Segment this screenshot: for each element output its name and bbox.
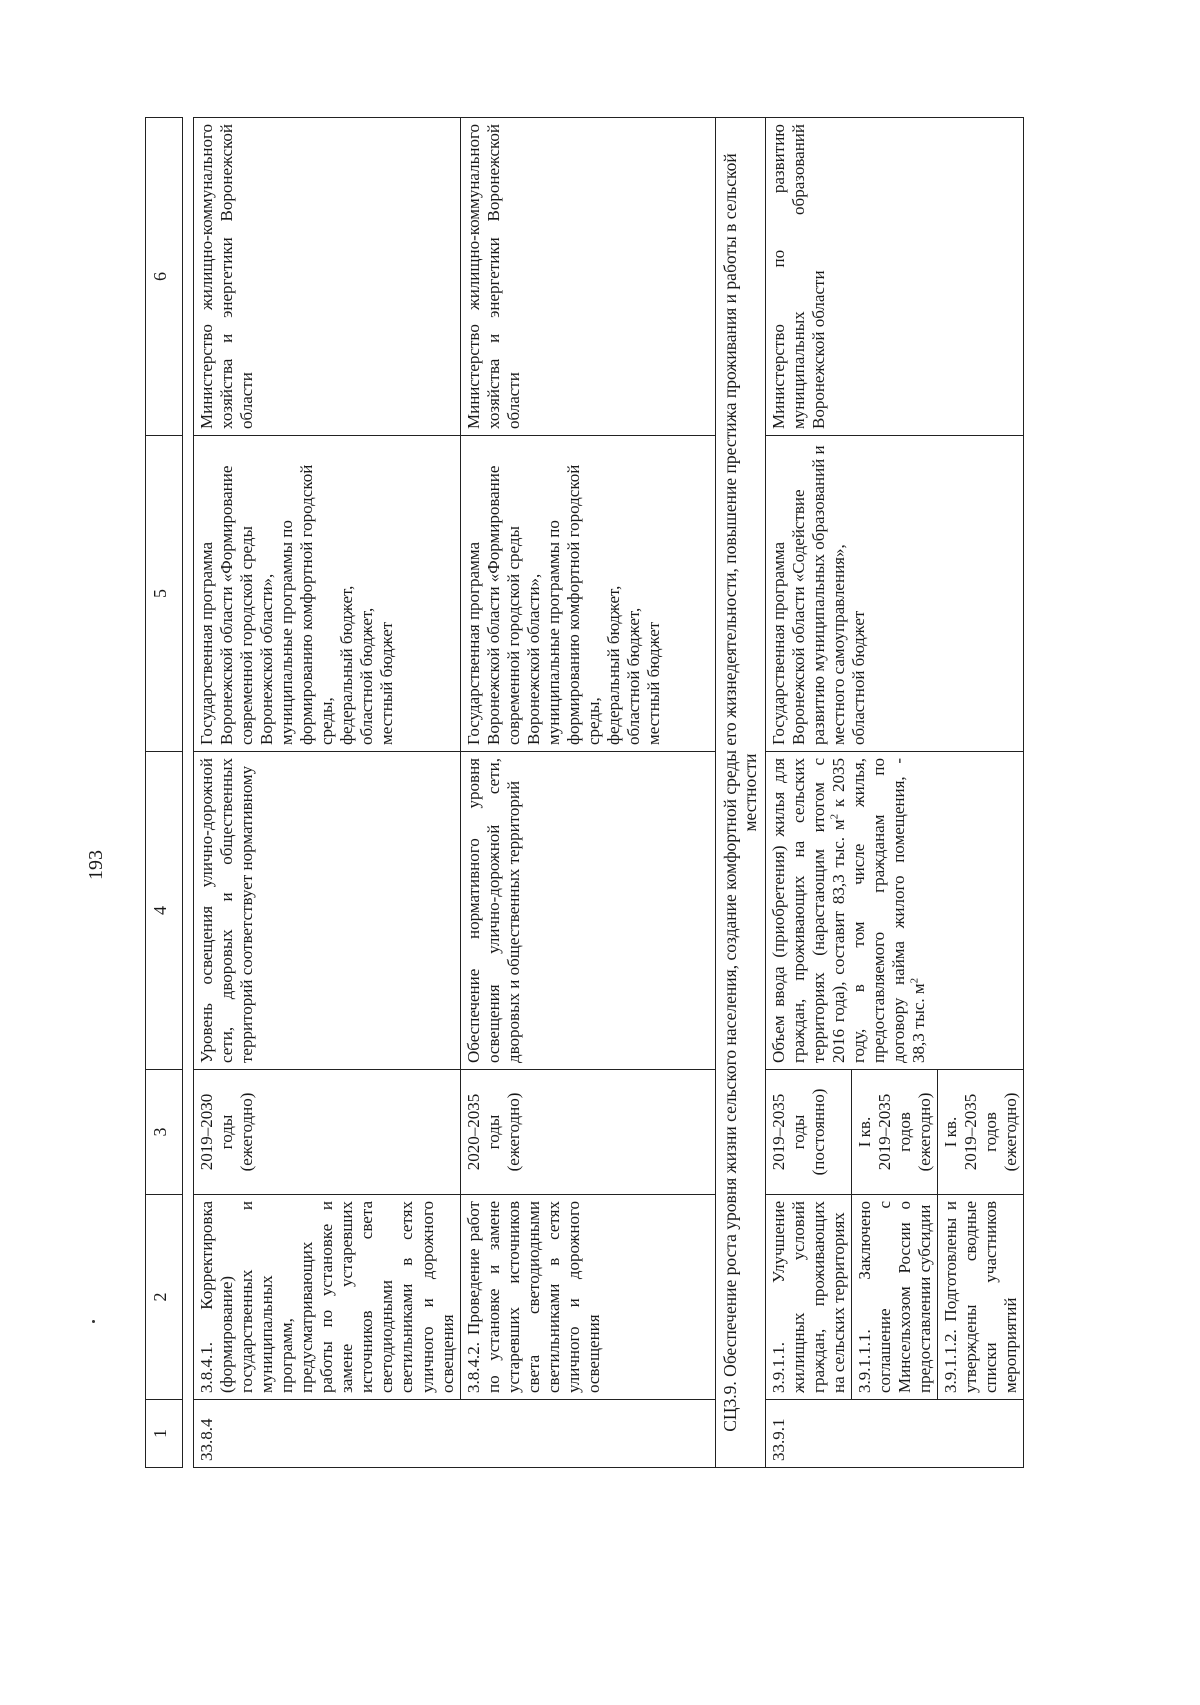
table-row bbox=[194, 118, 461, 1468]
row-activity: 3.8.4.2. Проведение работ по установке и замене устаревших источников света светодиодными светильниками в сетях уличного и дорожного освещения bbox=[460, 1195, 715, 1400]
subrow-activity: 3.9.1.1.1. Заключено соглашение с Минсельхозом России о предоставлении субсидии bbox=[852, 1195, 938, 1400]
row-executor: Министерство жилищно-коммунального хозяйства и энергетики Воронежской области bbox=[460, 118, 715, 436]
header-cell: 3 bbox=[146, 1070, 183, 1195]
result-superscript-2: 2 bbox=[908, 977, 921, 984]
row-period: 2019–2030 годы (ежегодно) bbox=[194, 1070, 461, 1195]
row-result bbox=[765, 752, 1024, 1070]
rotated-table-container bbox=[145, 118, 1055, 1468]
result-text-part1: Объем ввода (приобретения) жилья для граждан, проживающих на сельских территориях (нарастающим итогом с 2016 года), составит 83,3 тыс. м bbox=[768, 758, 849, 1063]
result-superscript: 2 bbox=[828, 813, 841, 820]
table-header-row bbox=[146, 118, 183, 1468]
subrow-activity: 3.9.1.1.2. Подготовлены и утверждены сводные списки участников мероприятий bbox=[938, 1195, 1024, 1400]
section-heading-row bbox=[715, 118, 765, 1468]
subrow-period-quarter: I кв. bbox=[855, 1116, 875, 1148]
subrow-period bbox=[852, 1070, 938, 1195]
row-program: Государственная программа Воронежской области «Формирование современной городской среды Воронежской области», муниципальные программы по формированию комфортной городской среды, федеральный бюджет, областной бюджет, местный бюджет bbox=[194, 436, 461, 752]
result-text-part2: к 2035 году, в том числе жилья, предоставляемого гражданам по договору найма жилого помещения, - 38,3 тыс. м bbox=[829, 757, 929, 1063]
scan-dot bbox=[92, 1320, 95, 1323]
subrow-period-quarter: I кв. bbox=[941, 1116, 961, 1148]
table-row bbox=[765, 118, 851, 1468]
section-heading: СЦ3.9. Обеспечение роста уровня жизни сельского населения, создание комфортной среды его жизнедеятельности, повышение престижа проживания и работы в сельской местности bbox=[715, 118, 765, 1468]
header-cell: 2 bbox=[146, 1195, 183, 1400]
table-row bbox=[460, 118, 715, 1468]
header-cell: 1 bbox=[146, 1400, 183, 1468]
row-program: Государственная программа Воронежской области «Формирование современной городской среды Воронежской области», муниципальные программы по формированию комфортной городской среды, федеральный бюджет, областной бюджет, местный бюджет bbox=[460, 436, 715, 752]
header-cell: 6 bbox=[146, 118, 183, 436]
row-executor: Министерство по развитию муниципальных образований Воронежской области bbox=[765, 118, 1024, 436]
page-number: 193 bbox=[85, 850, 107, 880]
header-cell: 4 bbox=[146, 752, 183, 1070]
row-period: 2020–2035 годы (ежегодно) bbox=[460, 1070, 715, 1195]
row-activity: 3.9.1.1. Улучшение жилищных условий граждан, проживающих на сельских территориях bbox=[765, 1195, 851, 1400]
subrow-period-years: 2019–2035 годов (ежегодно) bbox=[961, 1092, 1021, 1172]
row-activity: 3.8.4.1. Корректировка (формирование) государственных и муниципальных программ, предусматривающих работы по установке и замене устаревших источников света светодиодными светильниками в сетях уличного и дорожного освещения bbox=[194, 1195, 461, 1400]
row-period: 2019–2035 годы (постоянно) bbox=[765, 1070, 851, 1195]
row-program: Государственная программа Воронежской области «Содействие развитию муниципальных образований и местного самоуправления», областной бюджет bbox=[765, 436, 1024, 752]
row-code: 33.9.1 bbox=[765, 1400, 1024, 1468]
row-result: Обеспечение нормативного уровня освещения улично-дорожной сети, дворовых и общественных территорий bbox=[460, 752, 715, 1070]
row-executor: Министерство жилищно-коммунального хозяйства и энергетики Воронежской области bbox=[194, 118, 461, 436]
subrow-period-years: 2019–2035 годов (ежегодно) bbox=[875, 1092, 935, 1172]
subrow-period bbox=[938, 1070, 1024, 1195]
row-result: Уровень освещения улично-дорожной сети, дворовых и общественных территорий соответствует нормативному bbox=[194, 752, 461, 1070]
measures-table bbox=[145, 117, 1024, 1468]
table-gap-row bbox=[183, 118, 194, 1468]
row-code: 33.8.4 bbox=[194, 1400, 716, 1468]
header-cell: 5 bbox=[146, 436, 183, 752]
